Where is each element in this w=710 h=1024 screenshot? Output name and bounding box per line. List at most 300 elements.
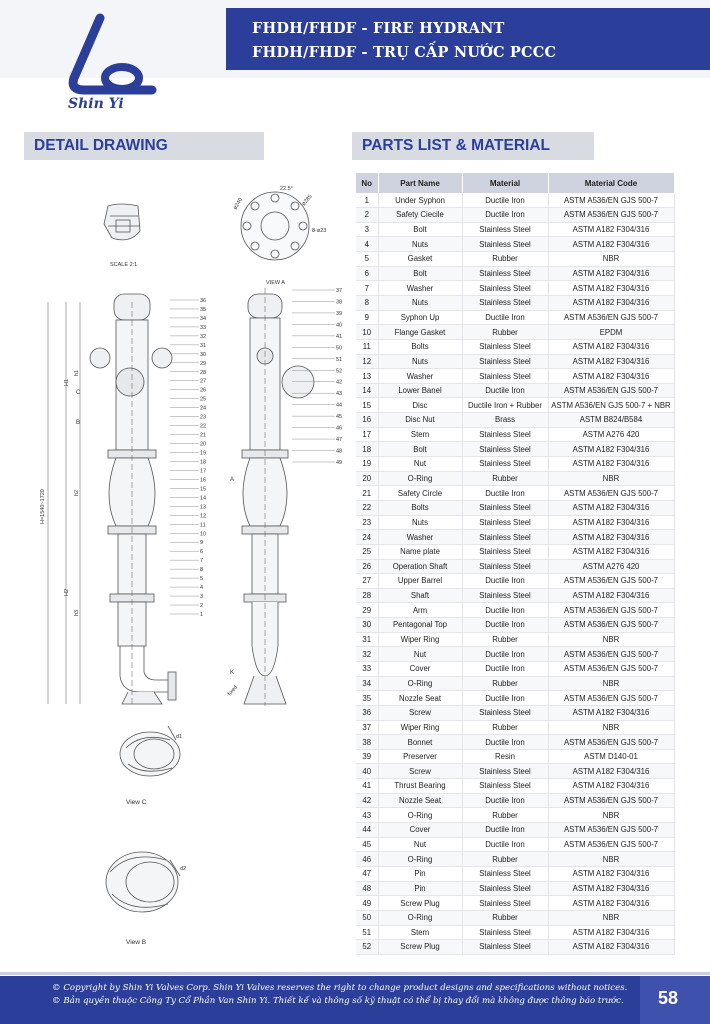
cell-material: Stainless Steel bbox=[462, 559, 548, 574]
cell-material-code: ASTM A536/EN GJS 500-7 bbox=[548, 691, 674, 706]
cell-part-name: Arm bbox=[378, 603, 462, 618]
dim-d2: d2 bbox=[180, 866, 187, 872]
cell-material: Rubber bbox=[462, 852, 548, 867]
dim-angle: 22.5° bbox=[280, 186, 293, 192]
cell-part-name: O-Ring bbox=[378, 808, 462, 823]
cell-no: 38 bbox=[356, 735, 378, 750]
cell-material: Rubber bbox=[462, 720, 548, 735]
table-row bbox=[356, 588, 674, 603]
cell-no: 32 bbox=[356, 647, 378, 662]
cell-no: 30 bbox=[356, 618, 378, 633]
callout-number: 34 bbox=[200, 315, 207, 322]
callout-number: 12 bbox=[200, 513, 207, 520]
callout-number: 21 bbox=[200, 432, 207, 439]
dim-d240: ø240 bbox=[232, 197, 245, 211]
cell-material-code: ASTM A536/EN GJS 500-7 bbox=[548, 208, 674, 223]
cell-material: Stainless Steel bbox=[462, 339, 548, 354]
callout-number: 8 bbox=[200, 567, 204, 574]
callout-number: 26 bbox=[200, 387, 207, 394]
cell-material-code: ASTM A182 F304/316 bbox=[548, 515, 674, 530]
cell-part-name: Preserver bbox=[378, 749, 462, 764]
dim-d1: d1 bbox=[176, 734, 183, 740]
cell-material-code: ASTM A276 420 bbox=[548, 559, 674, 574]
cell-material: Ductile Iron bbox=[462, 691, 548, 706]
callout-number: 19 bbox=[200, 450, 207, 457]
cell-material-code: NBR bbox=[548, 252, 674, 267]
cell-no: 35 bbox=[356, 691, 378, 706]
callout-number: 6 bbox=[200, 549, 204, 556]
footer bbox=[0, 976, 710, 1024]
table-row bbox=[356, 837, 674, 852]
callout-number: 51 bbox=[336, 356, 343, 363]
cell-material-code: ASTM A536/EN GJS 500-7 bbox=[548, 793, 674, 808]
section-title: DETAIL DRAWING bbox=[34, 137, 168, 154]
cell-part-name: Pin bbox=[378, 881, 462, 896]
cell-no: 9 bbox=[356, 310, 378, 325]
cell-material: Stainless Steel bbox=[462, 940, 548, 955]
copyright-vi: © Bản quyền thuộc Công Ty Cổ Phần Van Shin Yi. Thiết kế và thông số kỹ thuật có thể bị thay đổi mà không được thông báo trước. bbox=[52, 996, 624, 1006]
table-row bbox=[356, 749, 674, 764]
cell-no: 26 bbox=[356, 559, 378, 574]
callout-number: 40 bbox=[336, 322, 343, 329]
cell-no: 14 bbox=[356, 383, 378, 398]
view-c-label: View C bbox=[126, 799, 147, 806]
table-row bbox=[356, 252, 674, 267]
table-row bbox=[356, 515, 674, 530]
cell-material-code: ASTM A182 F304/316 bbox=[548, 369, 674, 384]
scale-detail bbox=[104, 204, 140, 240]
cell-material-code: ASTM A182 F304/316 bbox=[548, 457, 674, 472]
label-k: K bbox=[230, 670, 235, 676]
table-row bbox=[356, 896, 674, 911]
callout-number: 29 bbox=[200, 360, 207, 367]
callout-number: 27 bbox=[200, 378, 207, 385]
table-row bbox=[356, 310, 674, 325]
cell-part-name: Screw bbox=[378, 764, 462, 779]
cell-material-code: ASTM A536/EN GJS 500-7 bbox=[548, 310, 674, 325]
table-row bbox=[356, 237, 674, 252]
cell-material-code: ASTM A536/EN GJS 500-7 bbox=[548, 574, 674, 589]
callout-number: 13 bbox=[200, 504, 207, 511]
cell-part-name: Nuts bbox=[378, 354, 462, 369]
cell-material-code: ASTM A182 F304/316 bbox=[548, 705, 674, 720]
cell-material-code: ASTM A182 F304/316 bbox=[548, 354, 674, 369]
cell-part-name: Nut bbox=[378, 457, 462, 472]
cell-no: 36 bbox=[356, 705, 378, 720]
cell-no: 27 bbox=[356, 574, 378, 589]
dim-h2: H2 bbox=[64, 588, 70, 596]
cell-part-name: Pentagonal Top bbox=[378, 618, 462, 633]
callout-number: 17 bbox=[200, 468, 207, 475]
page-subtitle: FHDH/FHDF - TRỤ CẤP NƯỚC PCCC bbox=[252, 44, 557, 61]
cell-material: Rubber bbox=[462, 471, 548, 486]
cell-part-name: Under Syphon bbox=[378, 193, 462, 208]
table-row bbox=[356, 720, 674, 735]
cell-material-code: NBR bbox=[548, 720, 674, 735]
view-b-detail bbox=[106, 852, 180, 912]
cell-material-code: ASTM A182 F304/316 bbox=[548, 530, 674, 545]
cell-material-code: NBR bbox=[548, 676, 674, 691]
callout-number: 24 bbox=[200, 405, 207, 412]
cell-no: 47 bbox=[356, 866, 378, 881]
cell-material: Ductile Iron bbox=[462, 823, 548, 838]
cell-no: 29 bbox=[356, 603, 378, 618]
cell-part-name: Disc bbox=[378, 398, 462, 413]
table-row bbox=[356, 559, 674, 574]
cell-material-code: ASTM A536/EN GJS 500-7 bbox=[548, 735, 674, 750]
table-row bbox=[356, 413, 674, 428]
cell-material: Stainless Steel bbox=[462, 866, 548, 881]
cell-no: 16 bbox=[356, 413, 378, 428]
table-row bbox=[356, 354, 674, 369]
callout-number: 18 bbox=[200, 459, 207, 466]
cell-material-code: ASTM A182 F304/316 bbox=[548, 500, 674, 515]
cell-no: 28 bbox=[356, 588, 378, 603]
cell-no: 43 bbox=[356, 808, 378, 823]
callout-number: 46 bbox=[336, 425, 343, 432]
cell-part-name: Nut bbox=[378, 647, 462, 662]
section-title: PARTS LIST & MATERIAL bbox=[362, 137, 550, 154]
callout-number: 50 bbox=[336, 345, 343, 352]
table-row bbox=[356, 881, 674, 896]
table-row bbox=[356, 910, 674, 925]
cell-part-name: Stem bbox=[378, 925, 462, 940]
callout-number: 38 bbox=[336, 299, 343, 306]
callout-number: 42 bbox=[336, 379, 343, 386]
cell-material: Stainless Steel bbox=[462, 237, 548, 252]
callout-number: 31 bbox=[200, 342, 207, 349]
table-row bbox=[356, 383, 674, 398]
cell-no: 5 bbox=[356, 252, 378, 267]
cell-no: 3 bbox=[356, 222, 378, 237]
cell-part-name: Bolt bbox=[378, 222, 462, 237]
cell-no: 12 bbox=[356, 354, 378, 369]
cell-material: Stainless Steel bbox=[462, 427, 548, 442]
cell-material: Rubber bbox=[462, 252, 548, 267]
cell-material-code: ASTM A182 F304/316 bbox=[548, 237, 674, 252]
cell-part-name: Safety Ciecile bbox=[378, 208, 462, 223]
cell-no: 40 bbox=[356, 764, 378, 779]
cell-material: Ductile Iron bbox=[462, 193, 548, 208]
cell-part-name: Nozzle Seat bbox=[378, 793, 462, 808]
cell-material-code: ASTM A536/EN GJS 500-7 bbox=[548, 603, 674, 618]
cell-material: Rubber bbox=[462, 632, 548, 647]
view-a-label: VIEW A bbox=[266, 280, 285, 286]
table-row bbox=[356, 632, 674, 647]
parts-table bbox=[356, 173, 675, 955]
cell-no: 52 bbox=[356, 940, 378, 955]
cell-material: Brass bbox=[462, 413, 548, 428]
view-b-label: View B bbox=[126, 939, 147, 946]
callout-number: 3 bbox=[200, 594, 204, 601]
dim-h1: H1 bbox=[64, 378, 70, 386]
cell-part-name: Nuts bbox=[378, 237, 462, 252]
cell-part-name: Screw bbox=[378, 705, 462, 720]
cell-no: 15 bbox=[356, 398, 378, 413]
table-row bbox=[356, 735, 674, 750]
cell-material: Rubber bbox=[462, 910, 548, 925]
dim-d285: ø285 bbox=[300, 193, 314, 208]
cell-part-name: Operation Shaft bbox=[378, 559, 462, 574]
label-c: C bbox=[76, 390, 81, 396]
cell-no: 42 bbox=[356, 793, 378, 808]
table-row bbox=[356, 676, 674, 691]
cell-part-name: O-Ring bbox=[378, 471, 462, 486]
cell-material-code: ASTM A182 F304/316 bbox=[548, 881, 674, 896]
page-title: FHDH/FHDF - FIRE HYDRANT bbox=[252, 20, 505, 37]
cell-no: 13 bbox=[356, 369, 378, 384]
view-a-flange bbox=[241, 192, 309, 260]
cell-part-name: Washer bbox=[378, 369, 462, 384]
callout-number: 30 bbox=[200, 351, 207, 358]
cell-part-name: Washer bbox=[378, 281, 462, 296]
cell-no: 11 bbox=[356, 339, 378, 354]
cell-part-name: Nozzle Seat bbox=[378, 691, 462, 706]
cell-no: 6 bbox=[356, 266, 378, 281]
callout-number: 47 bbox=[336, 437, 343, 444]
table-row bbox=[356, 295, 674, 310]
cell-part-name: O-Ring bbox=[378, 852, 462, 867]
label-a: A bbox=[230, 477, 235, 483]
copyright-en: © Copyright by Shin Yi Valves Corp. Shin Yi Valves reserves the right to change product designs and specifications without notices. bbox=[52, 983, 628, 993]
hydrant-left-view bbox=[90, 294, 176, 704]
cell-no: 37 bbox=[356, 720, 378, 735]
cell-part-name: Upper Barrel bbox=[378, 574, 462, 589]
page-number-box bbox=[640, 976, 710, 1024]
table-row bbox=[356, 281, 674, 296]
cell-part-name: O-Ring bbox=[378, 910, 462, 925]
cell-no: 4 bbox=[356, 237, 378, 252]
cell-material: Stainless Steel bbox=[462, 515, 548, 530]
cell-no: 31 bbox=[356, 632, 378, 647]
cell-part-name: Wiper Ring bbox=[378, 632, 462, 647]
cell-material: Resin bbox=[462, 749, 548, 764]
page-number: 58 bbox=[658, 988, 679, 1008]
cell-material-code: ASTM A536/EN GJS 500-7 bbox=[548, 383, 674, 398]
table-row bbox=[356, 618, 674, 633]
table-row bbox=[356, 808, 674, 823]
cell-material: Stainless Steel bbox=[462, 354, 548, 369]
table-row bbox=[356, 764, 674, 779]
cell-material-code: NBR bbox=[548, 910, 674, 925]
cell-part-name: Cover bbox=[378, 662, 462, 677]
cell-part-name: Syphon Up bbox=[378, 310, 462, 325]
section-parts-list bbox=[352, 132, 594, 160]
callout-number: 32 bbox=[200, 333, 207, 340]
callout-number: 39 bbox=[336, 310, 343, 317]
callout-number: 48 bbox=[336, 448, 343, 455]
table-row bbox=[356, 325, 674, 340]
cell-material-code: EPDM bbox=[548, 325, 674, 340]
callout-number: 20 bbox=[200, 441, 207, 448]
callout-number: 22 bbox=[200, 423, 207, 430]
cell-material-code: ASTM B824/B584 bbox=[548, 413, 674, 428]
cell-material: Rubber bbox=[462, 325, 548, 340]
hydrant-drawing-svg bbox=[30, 176, 350, 966]
cell-material: Ductile Iron bbox=[462, 310, 548, 325]
cell-material-code: ASTM A182 F304/316 bbox=[548, 295, 674, 310]
cell-no: 46 bbox=[356, 852, 378, 867]
cell-material-code: ASTM A536/EN GJS 500-7 bbox=[548, 837, 674, 852]
table-row bbox=[356, 823, 674, 838]
table-row bbox=[356, 793, 674, 808]
cell-no: 18 bbox=[356, 442, 378, 457]
section-detail-drawing bbox=[24, 132, 264, 160]
cell-material-code: ASTM A536/EN GJS 500-7 bbox=[548, 486, 674, 501]
table-row bbox=[356, 208, 674, 223]
cell-no: 1 bbox=[356, 193, 378, 208]
cell-material: Stainless Steel bbox=[462, 266, 548, 281]
cell-material: Stainless Steel bbox=[462, 457, 548, 472]
table-row bbox=[356, 925, 674, 940]
cell-material: Stainless Steel bbox=[462, 544, 548, 559]
cell-material: Stainless Steel bbox=[462, 281, 548, 296]
cell-material: Stainless Steel bbox=[462, 705, 548, 720]
cell-material: Ductile Iron bbox=[462, 793, 548, 808]
cell-part-name: Flange Gasket bbox=[378, 325, 462, 340]
cell-no: 8 bbox=[356, 295, 378, 310]
logo-text: Shin Yi bbox=[68, 96, 124, 112]
cell-part-name: Lower Banel bbox=[378, 383, 462, 398]
table-row bbox=[356, 779, 674, 794]
cell-material-code: ASTM A182 F304/316 bbox=[548, 339, 674, 354]
cell-material-code: ASTM A536/EN GJS 500-7 bbox=[548, 662, 674, 677]
cell-material-code: ASTM A182 F304/316 bbox=[548, 266, 674, 281]
cell-material-code: ASTM A182 F304/316 bbox=[548, 764, 674, 779]
cell-material: Stainless Steel bbox=[462, 500, 548, 515]
cell-material: Stainless Steel bbox=[462, 369, 548, 384]
cell-part-name: Safety Circle bbox=[378, 486, 462, 501]
callout-number: 44 bbox=[336, 402, 343, 409]
cell-part-name: Washer bbox=[378, 530, 462, 545]
table-row bbox=[356, 398, 674, 413]
callout-number: 52 bbox=[336, 368, 343, 375]
cell-part-name: Cover bbox=[378, 823, 462, 838]
cell-material-code: ASTM A182 F304/316 bbox=[548, 281, 674, 296]
callout-number: 49 bbox=[336, 460, 343, 466]
callout-number: 16 bbox=[200, 477, 207, 484]
table-row bbox=[356, 691, 674, 706]
cell-material-code: ASTM A182 F304/316 bbox=[548, 896, 674, 911]
callout-number: 1 bbox=[200, 612, 204, 618]
table-row bbox=[356, 662, 674, 677]
dim-h3-small: h3 bbox=[74, 609, 80, 616]
cell-no: 51 bbox=[356, 925, 378, 940]
parts-table-body bbox=[356, 193, 674, 954]
cell-material-code: ASTM A182 F304/316 bbox=[548, 588, 674, 603]
cell-no: 45 bbox=[356, 837, 378, 852]
cell-material: Stainless Steel bbox=[462, 779, 548, 794]
cell-material-code: NBR bbox=[548, 471, 674, 486]
cell-material: Rubber bbox=[462, 808, 548, 823]
cell-part-name: Nuts bbox=[378, 515, 462, 530]
cell-material: Stainless Steel bbox=[462, 764, 548, 779]
cell-no: 20 bbox=[356, 471, 378, 486]
callout-number: 35 bbox=[200, 306, 207, 313]
cell-no: 7 bbox=[356, 281, 378, 296]
cell-part-name: Bolts bbox=[378, 339, 462, 354]
table-row bbox=[356, 339, 674, 354]
header-no: No bbox=[356, 173, 378, 193]
detail-drawing bbox=[30, 176, 350, 966]
callout-number: 2 bbox=[200, 603, 204, 610]
cell-material: Ductile Iron bbox=[462, 383, 548, 398]
callout-number: 7 bbox=[200, 558, 204, 565]
table-row bbox=[356, 544, 674, 559]
cell-part-name: Screw Plug bbox=[378, 896, 462, 911]
table-row bbox=[356, 266, 674, 281]
callout-number: 10 bbox=[200, 531, 207, 538]
cell-part-name: Wiper Ring bbox=[378, 720, 462, 735]
table-row bbox=[356, 530, 674, 545]
cell-material-code: ASTM A536/EN GJS 500-7 bbox=[548, 823, 674, 838]
hydrant-right-view bbox=[242, 288, 314, 706]
dim-holes: 8-ø23 bbox=[312, 228, 327, 234]
cell-part-name: Nut bbox=[378, 837, 462, 852]
cell-part-name: Gasket bbox=[378, 252, 462, 267]
callout-number: 36 bbox=[200, 298, 207, 304]
table-header-row bbox=[356, 173, 674, 193]
cell-no: 17 bbox=[356, 427, 378, 442]
cell-material: Stainless Steel bbox=[462, 442, 548, 457]
cell-material-code: ASTM A276 420 bbox=[548, 427, 674, 442]
callout-number: 4 bbox=[200, 585, 204, 592]
cell-part-name: Bolts bbox=[378, 500, 462, 515]
cell-part-name: Name plate bbox=[378, 544, 462, 559]
callout-number: 23 bbox=[200, 414, 207, 421]
cell-material-code: ASTM A536/EN GJS 500-7 bbox=[548, 647, 674, 662]
cell-material-code: ASTM A536/EN GJS 500-7 bbox=[548, 618, 674, 633]
view-c-detail bbox=[120, 726, 183, 776]
cell-part-name: Bonnet bbox=[378, 735, 462, 750]
cell-part-name: Bolt bbox=[378, 266, 462, 281]
header-material: Material bbox=[462, 173, 548, 193]
cell-material: Ductile Iron bbox=[462, 486, 548, 501]
table-row bbox=[356, 442, 674, 457]
cell-material: Stainless Steel bbox=[462, 896, 548, 911]
table-row bbox=[356, 574, 674, 589]
table-row bbox=[356, 471, 674, 486]
cell-material: Stainless Steel bbox=[462, 222, 548, 237]
callout-number: 28 bbox=[200, 369, 207, 376]
table-row bbox=[356, 486, 674, 501]
table-row bbox=[356, 222, 674, 237]
table-row bbox=[356, 866, 674, 881]
cell-material-code: ASTM A182 F304/316 bbox=[548, 222, 674, 237]
cell-material-code: ASTM A536/EN GJS 500-7 bbox=[548, 193, 674, 208]
table-row bbox=[356, 647, 674, 662]
label-b: B bbox=[76, 420, 81, 426]
cell-material: Ductile Iron bbox=[462, 662, 548, 677]
cell-material: Rubber bbox=[462, 676, 548, 691]
cell-no: 10 bbox=[356, 325, 378, 340]
cell-part-name: Stem bbox=[378, 427, 462, 442]
table-row bbox=[356, 427, 674, 442]
cell-material-code: ASTM A182 F304/316 bbox=[548, 779, 674, 794]
cell-no: 22 bbox=[356, 500, 378, 515]
table-row bbox=[356, 500, 674, 515]
cell-part-name: Disc Nut bbox=[378, 413, 462, 428]
cell-part-name: Thrust Bearing bbox=[378, 779, 462, 794]
cell-no: 39 bbox=[356, 749, 378, 764]
cell-material: Ductile Iron bbox=[462, 603, 548, 618]
callout-number: 14 bbox=[200, 495, 207, 502]
cell-no: 44 bbox=[356, 823, 378, 838]
cell-material: Ductile Iron + Rubber bbox=[462, 398, 548, 413]
cell-material-code: NBR bbox=[548, 808, 674, 823]
callout-number: 43 bbox=[336, 391, 343, 398]
cell-material: Ductile Iron bbox=[462, 735, 548, 750]
